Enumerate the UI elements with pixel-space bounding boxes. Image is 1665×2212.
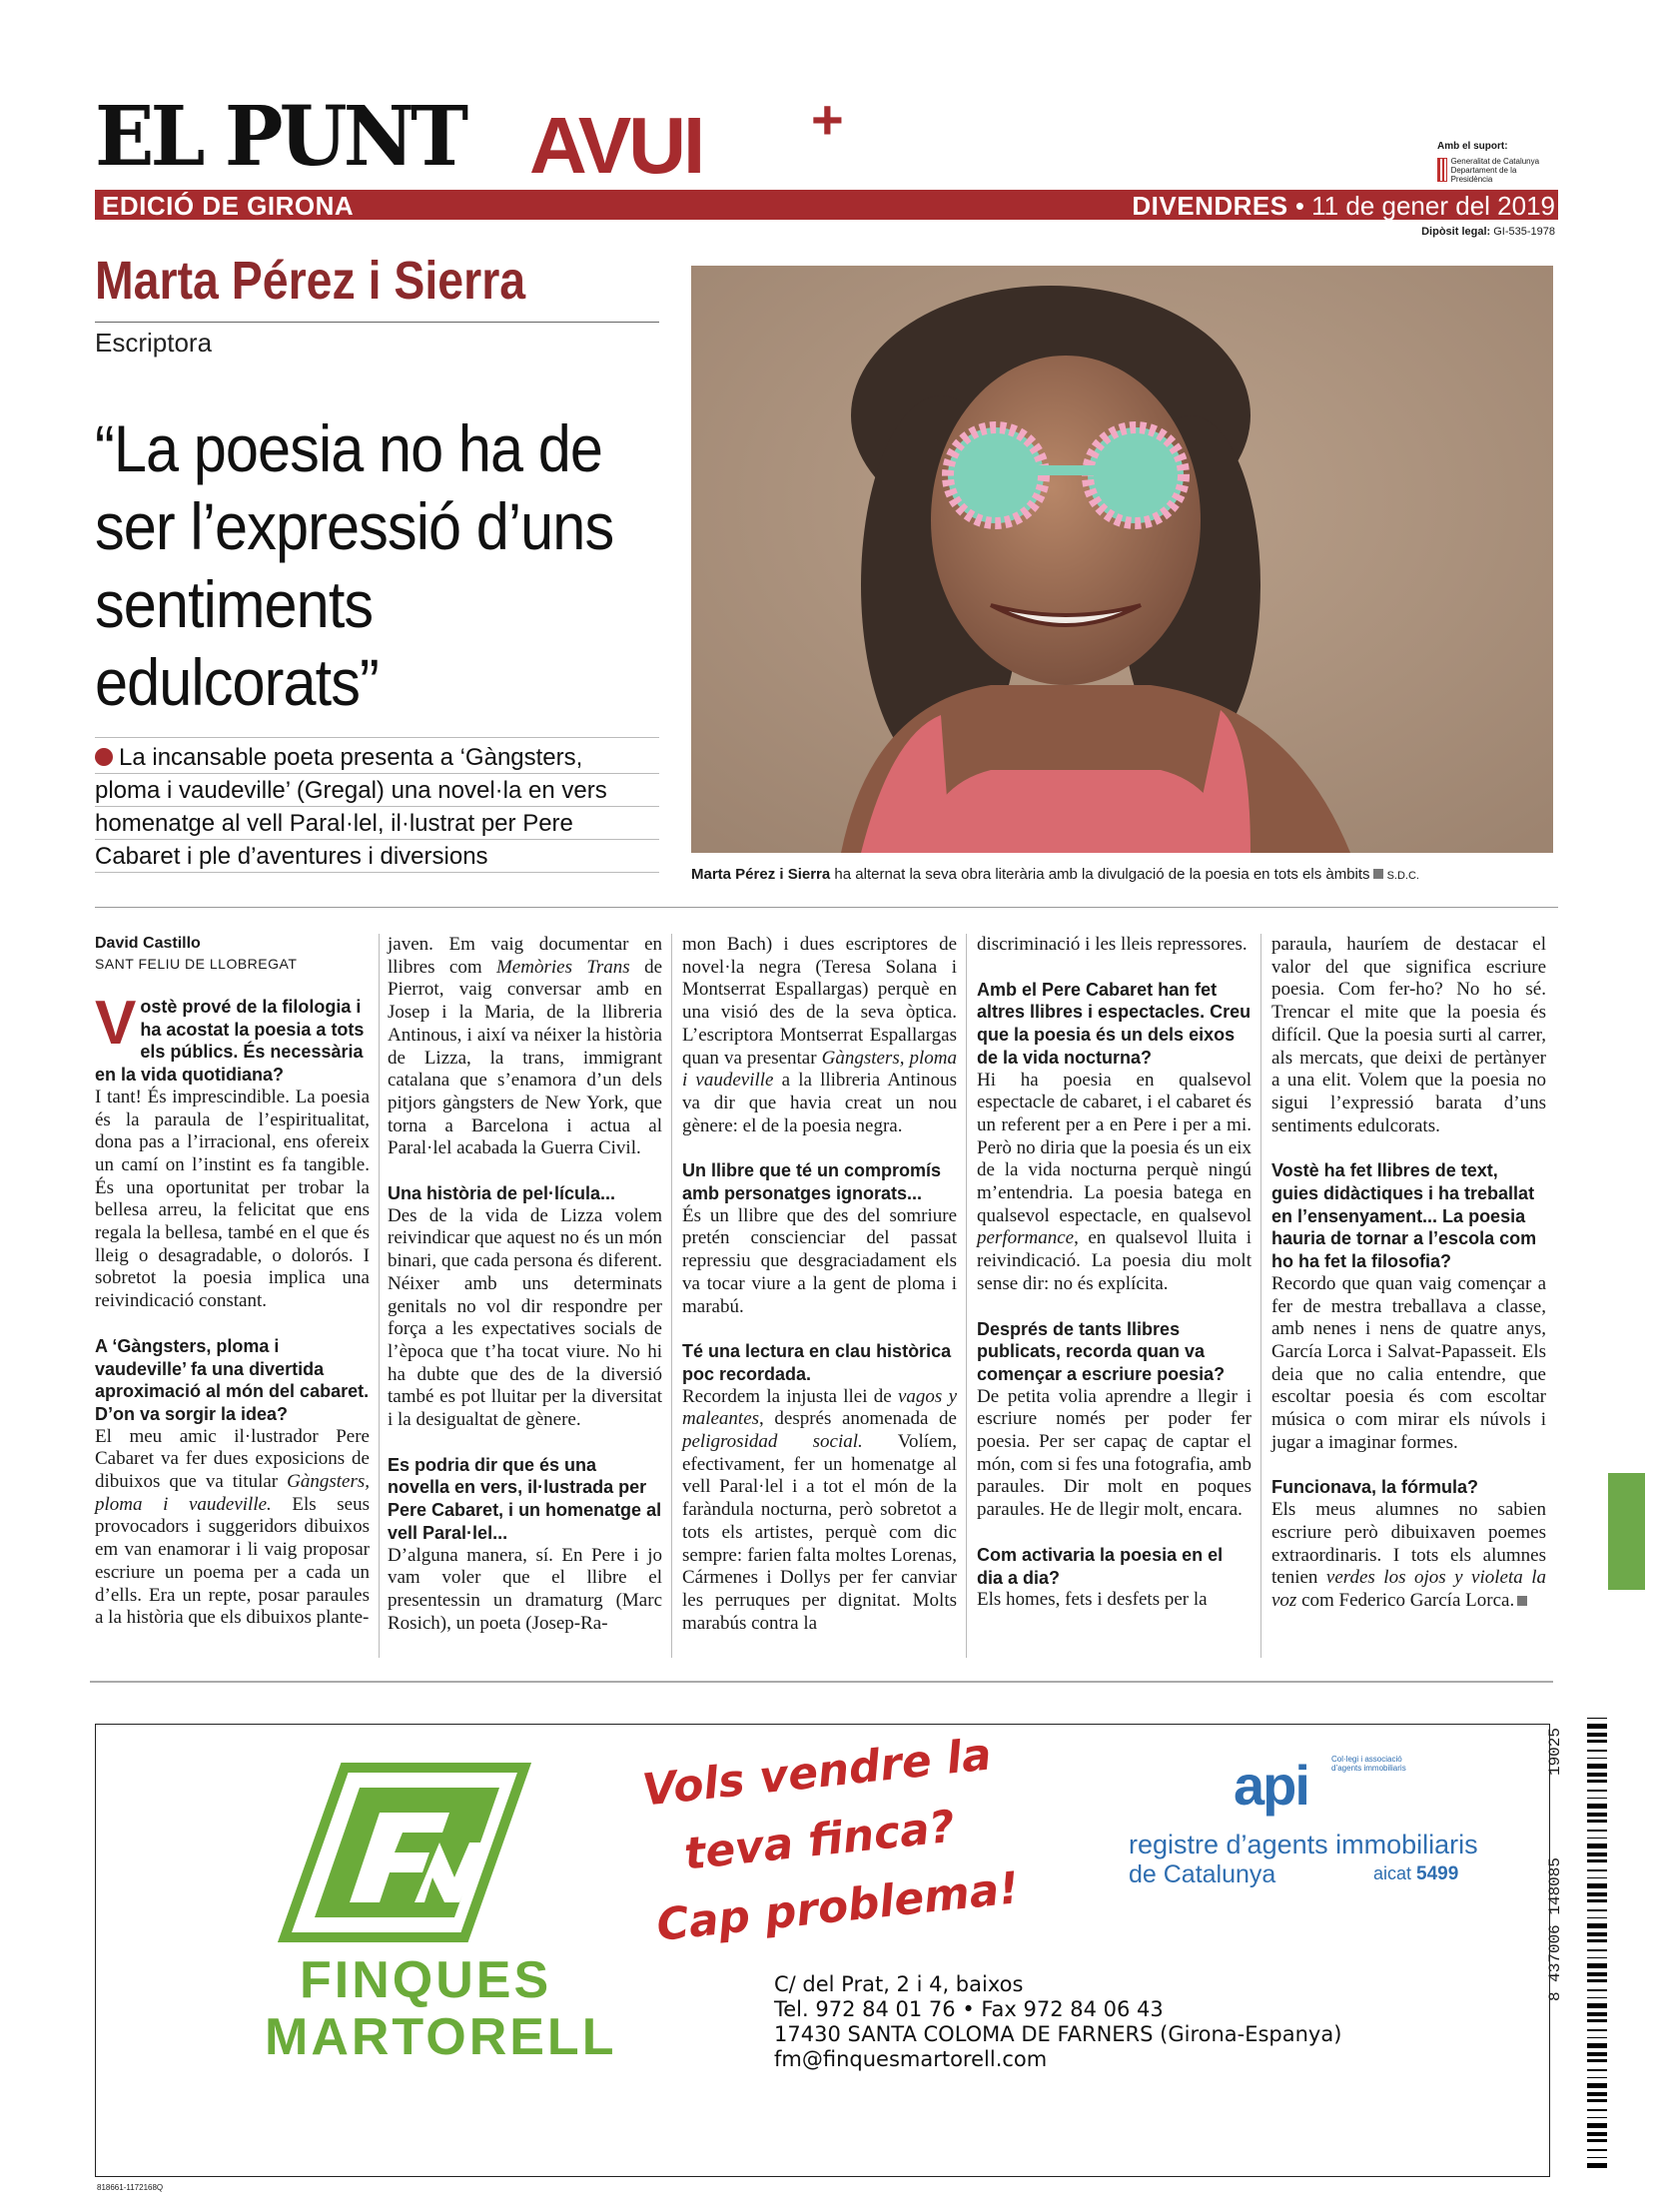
slogan-line: Cap problema!: [654, 1862, 1022, 1951]
ad-contact: [774, 1972, 1341, 2072]
column-divider: [966, 934, 967, 1658]
drop-cap: V: [95, 989, 137, 1058]
answer: El meu amic il·lustrador Pere Cabaret va fer dues exposicions de dibuixos que va titular Gàngsters, ploma i vaudeville. Els seus provocadors i suggeridors dibuixos em van enamorar i li vaig proposar escriure un poema per a cada un d’ells. Era un repte, posar paraules a la història que els dibuixos plante-: [95, 1425, 370, 1629]
interviewee-role: Escriptora: [95, 328, 213, 358]
lead-paragraph: [95, 741, 659, 873]
interviewee-name: Marta Pérez i Sierra: [95, 251, 526, 311]
answer: D’alguna manera, sí. En Pere i jo vam voler que el llibre el presentessin un dramaturg (Marc Rosich), un poeta (Josep-Ra-: [388, 1544, 662, 1634]
answer: discriminació i les lleis repressores.: [977, 934, 1248, 955]
answer: Des de la vida de Lizza volem reivindicar que aquest no és un món binari, que cada persona és diferent. Néixer amb uns determinats genitals no vol dir respondre per força a les expectatives socials de l’època que t’ha tocat viure. No hi ha dubte que des de la diversió també es pot lluitar per la diversitat i la desigualtat de gènere.: [388, 1204, 662, 1431]
text-column-3: [682, 934, 957, 1635]
divider: [95, 737, 659, 738]
contact-phone: Tel. 972 84 01 76 • Fax 972 84 06 43: [774, 1997, 1164, 2021]
slogan-line: teva finca?: [681, 1801, 958, 1880]
brand-name-line2: MARTORELL: [265, 2008, 617, 2066]
answer: De petita volia aprendre a llegir i escriure només per poder fer poesia. Per ser capaç de captar el món, com si fes una fotografia, amb paraules. Dir molt en poques paraules. He de llegir molt, encara.: [977, 1385, 1251, 1521]
deposit-label: Dipòsit legal:: [1421, 226, 1491, 238]
gencat-text: Generalitat de Catalunya Departament de la Presidència: [1450, 157, 1540, 184]
question: Té una lectura en clau històrica poc recordada.: [682, 1341, 952, 1384]
section-tab: [1608, 1473, 1645, 1590]
photo-caption: [691, 866, 1560, 883]
question: Funcionava, la fórmula?: [1271, 1477, 1479, 1498]
byline-author: David Castillo: [95, 935, 201, 952]
answer: Hi ha poesia en qualsevol espectacle de cabaret, i el cabaret és un referent per a en Pere i per a mi. Però no diria que la poesia és un eix de la vida nocturna perquè ningú m’entendria. La poesia batega en qualsevol espectacle, en qualsevol performance, en qualsevol lluita i reivindicació. La poesia diu molt sense dir: no és explícita.: [977, 1069, 1251, 1294]
question: Amb el Pere Cabaret han fet altres llibres i espectacles. Creu que la poesia és un dels eixos de la vida nocturna?: [977, 979, 1251, 1068]
ad-code: 818661-1172168Q: [97, 2183, 164, 2192]
finques-martorell-logo-icon: [245, 1748, 544, 1957]
question: Després de tants llibres publicats, recorda quan va començar a escriure poesia?: [977, 1318, 1226, 1384]
answer: Els homes, fets i desfets per la: [977, 1589, 1208, 1611]
text-column-4: [977, 934, 1251, 1612]
divider: [95, 322, 659, 323]
answer: Recordo que quan vaig començar a fer de mestra treballava a classe, amb nenes i nens de quatre anys, García Lorca i Salvat-Papasseit. Els deia que no calia entendre, que escoltar poesia és com escoltar música o com mirar els núvols i jugar a imaginar formes.: [1271, 1272, 1546, 1453]
answer: javen. Em vaig documentar en llibres com Memòries Trans de Pierrot, vaig conversar amb en Josep i la Maria, de la llibreria Antinous, i així va néixer la història de Lizza, la trans, immigrant catalana que s’enamora d’un dels pitjors gàngsters de New York, que torna a Barcelona i actua al Paral·lel acabada la Guerra Civil.: [388, 934, 662, 1159]
question: Un llibre que té un compromís amb personatges ignorats...: [682, 1160, 942, 1204]
lead-line: ploma i vaudeville’ (Gregal) una novel·la en vers: [95, 774, 659, 807]
contact-address: C/ del Prat, 2 i 4, baixos: [774, 1972, 1024, 1996]
column-divider: [379, 934, 380, 1658]
logo-el-punt: EL PUNT: [95, 89, 465, 185]
ad-divider: [90, 1681, 1553, 1683]
question: Vostè ha fet llibres de text, guies didàctiques i ha treballat en l’ensenyament... La poesia hauria de tornar a l’escola com ho ha fet la filosofia?: [1271, 1160, 1537, 1272]
end-mark-icon: [1373, 869, 1383, 879]
divider: [95, 907, 1558, 908]
weekday: DIVENDRES: [1132, 191, 1288, 221]
byline-place: SANT FELIU DE LLOBREGAT: [95, 956, 298, 972]
lead-line: La incansable poeta presenta a ‘Gàngsters,: [95, 741, 659, 774]
headline: “La poesia no ha de ser l’expressió d’uns sentiments edulcorats”: [95, 411, 614, 719]
edition-label: EDICIÓ DE GIRONA: [102, 191, 355, 221]
logo-plus: +: [811, 88, 844, 151]
contact-email: fm@finquesmartorell.com: [774, 2047, 1048, 2071]
column-divider: [1260, 934, 1261, 1658]
text-column-2: [388, 934, 662, 1635]
aicat-number: aicat 5499: [1373, 1863, 1459, 1884]
api-description: Col·legi i associació d’agents immobiliaris: [1331, 1755, 1406, 1773]
gencat-logo: [1437, 158, 1552, 184]
api-logo: api: [1234, 1754, 1308, 1817]
portrait-photo: [691, 266, 1553, 853]
caption-name: Marta Pérez i Sierra: [691, 866, 831, 883]
issue-date: [1132, 191, 1555, 221]
registry-line2: de Catalunya: [1129, 1860, 1276, 1888]
contact-city: 17430 SANTA COLOMA DE FARNERS (Girona-Espanya): [774, 2022, 1342, 2046]
column-divider: [671, 934, 672, 1658]
question: Una història de pel·lícula...: [388, 1183, 616, 1204]
barcode-icon: [1563, 1718, 1608, 2172]
answer: Els meus alumnes no sabien escriure però dibuixaven poemes extraordinaris. I tots els alumnes tenien verdes los ojos y violeta la voz com Federico García Lorca.: [1271, 1499, 1546, 1611]
gencat-flag-icon: [1437, 158, 1447, 182]
brand-name-line1: FINQUES: [300, 1951, 552, 2009]
question: A ‘Gàngsters, ploma i vaudeville’ fa una divertida aproximació al món del cabaret. D’on va sorgir la idea?: [95, 1335, 370, 1424]
answer: mon Bach) i dues escriptores de novel·la negra (Teresa Solana i Montserrat Espallargas) perquè en una visió des de la seva òptica. L’escriptora Montserrat Espallargas quan va presentar Gàngsters, ploma i vaudeville a la llibreria Antinous va dir que havia creat un nou gènere: el de la poesia negra.: [682, 934, 957, 1136]
registry-line1: registre d’agents immobiliaris: [1129, 1830, 1478, 1859]
bullet-icon: [95, 748, 113, 766]
question: Vostè prové de la filologia i ha acostat la poesia a tots els públics. És necessària en la vida quotidiana?: [95, 989, 365, 1086]
lead-line: homenatge al vell Paral·lel, il·lustrat per Pere: [95, 807, 659, 840]
slogan-line: Vols vendre la: [639, 1729, 994, 1817]
answer: paraula, hauríem de destacar el valor del que significa escriure poesia. Com fer-ho? No ho sé. Trencar el mite que la poesia és difícil. Que la poesia surti al carrer, als mercats, que deixi de pertànyer a una elit. Volem que la poesia no sigui l’expressió barata d’uns sentiments edulcorats.: [1271, 934, 1546, 1136]
book-title: Gàngsters, ploma i vaudeville: [682, 1047, 957, 1092]
ad-slogan: [639, 1720, 1023, 1960]
question: Com activaria la poesia en el dia a dia?: [977, 1544, 1224, 1588]
answer: I tant! És imprescindible. La poesia és la paraula de l’espiritualitat, dona pas a l’irracional, ens ofereix un camí on l’instint es fa tangible. És una oportunitat per trobar la bellesa arreu, la felicitat que ens regala la bellesa, també en el que és lleig o desagradable, o dolorós. I sobretot la poesia implica una reivindicació constant.: [95, 1086, 370, 1312]
text-column-5: [1271, 934, 1546, 1613]
date: 11 de gener del 2019: [1311, 191, 1555, 221]
barcode-number: 8 437006 148085: [1546, 1857, 1564, 2002]
deposit-value: GI-535-1978: [1493, 226, 1555, 238]
legal-deposit: [1421, 226, 1555, 238]
text-column-1: [95, 934, 370, 1630]
issue-number: 19025: [1546, 1728, 1564, 1777]
answer: És un llibre que des del somriure pretén conscienciar del passat repressiu que desgraciadament els va tocar viure a la gent de ploma i marabú.: [682, 1204, 957, 1317]
date-separator: •: [1287, 191, 1312, 221]
end-mark-icon: [1517, 1596, 1527, 1606]
caption-text: ha alternat la seva obra literària amb la divulgació de la poesia en tots els àmbits: [830, 866, 1370, 883]
book-title: Memòries Trans: [495, 956, 630, 978]
book-title: Gàngsters, ploma i vaudeville.: [95, 1471, 370, 1515]
logo-avui: AVUI: [529, 101, 703, 190]
support-block: [1437, 141, 1552, 184]
question: Es podria dir que és una novella en vers, il·lustrada per Pere Cabaret, i un homenatge al vell Paral·lel...: [388, 1454, 662, 1543]
photo-credit: S.D.C.: [1386, 870, 1419, 882]
lead-line: Cabaret i ple d’aventures i diversions: [95, 840, 659, 873]
answer: Recordem la injusta llei de vagos y maleantes, després anomenada de peligrosidad social. Volíem, efectivament, fer un homenatge al vell Paral·lel i a tot el món de la faràndula nocturna, però sobretot a tots els artistes, perquè com dic sempre: farien falta moltes Lorenas, Cármenes i Dollys per fer canviar les perruques per dignitat. Molts marabús contra la: [682, 1385, 958, 1634]
support-label: Amb el suport:: [1437, 141, 1508, 152]
